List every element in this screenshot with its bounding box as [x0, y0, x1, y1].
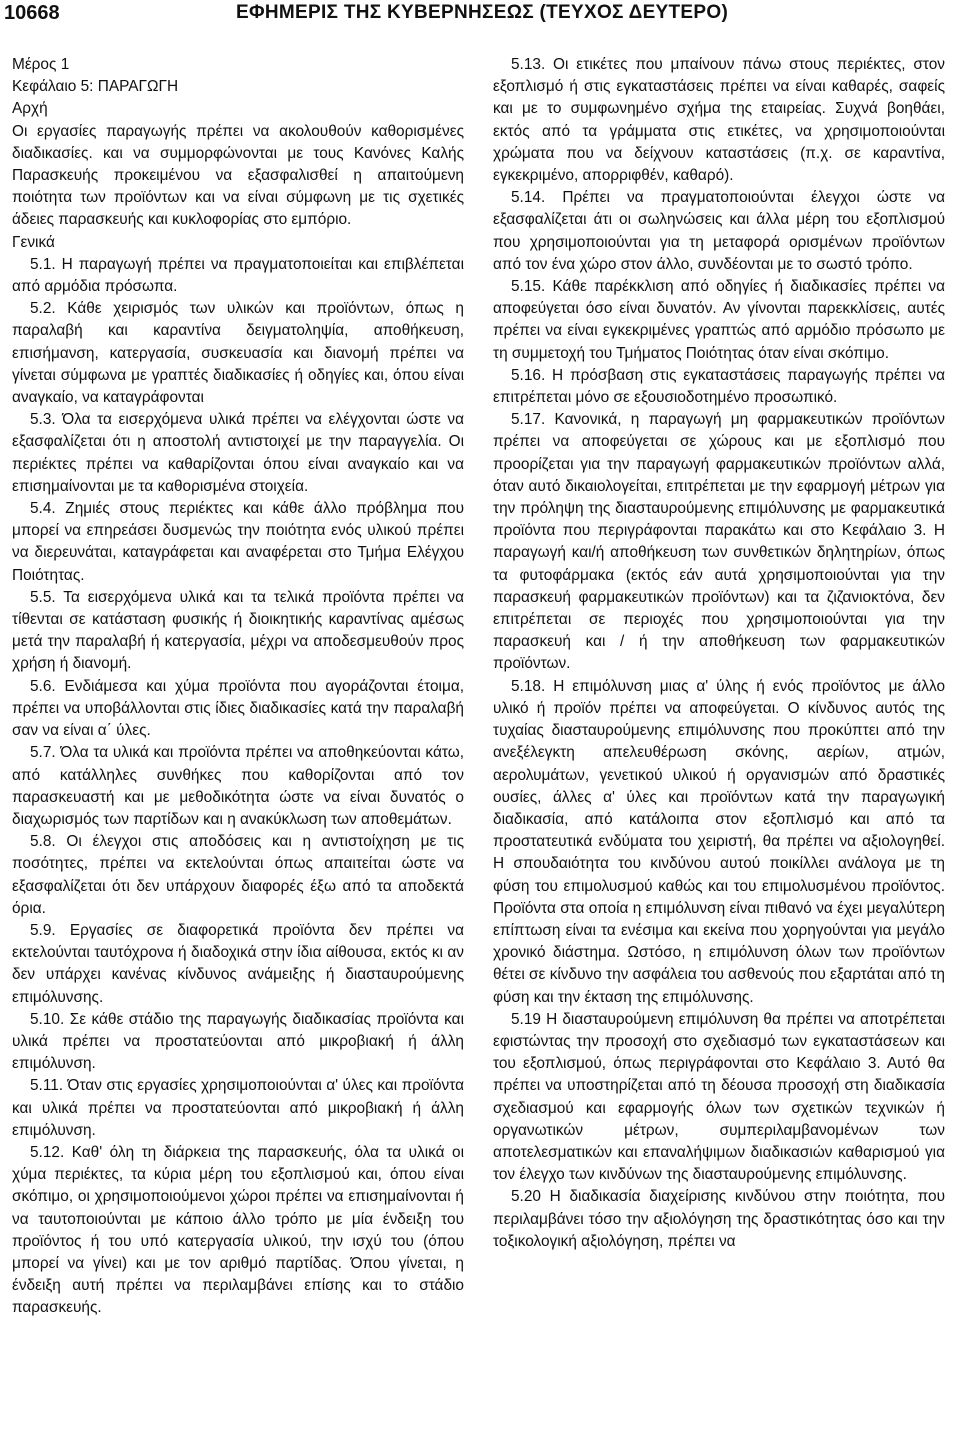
paragraph-5-3: 5.3. Όλα τα εισερχόμενα υλικά πρέπει να ελέγχονται ώστε να εξασφαλίζεται ότι η αποστολή αντιστοιχεί με την παραγγελία. Οι περιέκτες πρέπει να καθαρίζονται όπου είναι αναγκαίο και να επισημαίνονται με τα καθορισμένα στοιχεία. — [12, 411, 464, 495]
gazette-title: ΕΦΗΜΕΡΙΣ ΤΗΣ ΚΥΒΕΡΝΗΣΕΩΣ (ΤΕΥΧΟΣ ΔΕΥΤΕΡΟ) — [236, 2, 729, 23]
paragraph-5-19: 5.19 Η διασταυρούμενη επιμόλυνση θα πρέπει να αποτρέπεται εφιστώντας την προσοχή στο σχεδιασμό των εγκαταστάσεων και του εξοπλισμού, όπως περιγράφονται στο Κεφάλαιο 3. Αυτό θα πρέπει να υποστηρίζεται από τη δέουσα προσοχή στη διαδικασία σχεδιασμού και εφαρμογής όλων των σχετικών τεχνικών ή οργανωτικών μέτρων, συμπεριλαμβανομένων των αποτελεσματικών και επαναλήψιμων διαδικασιών καθαρισμού για τον έλεγχο των κινδύνων της διασταυρούμενης επιμόλυνσης. — [493, 1010, 945, 1184]
paragraph-5-2: 5.2. Κάθε χειρισμός των υλικών και προϊόντων, όπως η παραλαβή και καραντίνα δειγματοληψία, αποθήκευση, επισήμανση, κατεργασία, συσκευασία και διανομή πρέπει να γίνεται σύμφωνα με γραπτές διαδικασίες ή οδηγίες και, όπου είναι αναγκαίο, να καταγράφονται — [12, 300, 464, 407]
paragraph-5-16: 5.16. Η πρόσβαση στις εγκαταστάσεις παραγωγής πρέπει να επιτρέπεται μόνο σε εξουσιοδοτημένο προσωπικό. — [493, 366, 945, 407]
paragraph-5-7: 5.7. Όλα τα υλικά και προϊόντα πρέπει να αποθηκεύονται κάτω, από κατάλληλες συνθήκες που καθορίζονται από τον παρασκευαστή και με μεθοδικότητα ώστε να είναι δυνατός ο διαχωρισμός των παρτίδων και η ανακύκλωση των αποθεμάτων. — [12, 744, 464, 828]
paragraph-5-6: 5.6. Ενδιάμεσα και χύμα προϊόντα που αγοράζονται έτοιμα, πρέπει να υποβάλλονται στις ίδιες διαδικασίες κατά την παραλαβή σαν να είναι α΄ ύλες. — [12, 677, 464, 740]
paragraph-5-15: 5.15. Κάθε παρέκκλιση από οδηγίες ή διαδικασίες πρέπει να αποφεύγεται όσο είναι δυνατόν. Αν γίνονται παρεκκλίσεις, αυτές πρέπει να είναι εγκεκριμένες γραπτώς από αρμόδιο πρόσωπο με τη συμμετοχή του Τμήματος Ποιότητας όταν είναι σκόπιμο. — [493, 278, 945, 362]
principle-heading: Αρχή — [12, 100, 48, 118]
page-header — [0, 0, 960, 30]
paragraph-5-13: 5.13. Οι ετικέτες που μπαίνουν πάνω στους περιέκτες, στον εξοπλισμό ή στις εγκαταστάσεις πρέπει να είναι καθαρές, σαφείς και με το συμφωνημένο σχήμα της εταιρείας. Συχνά βοηθάει, εκτός από τα γράμματα στις ετικέτες, να χρησιμοποιούνται χρώματα που να δείχνουν καταστάσεις (π.χ. σε καραντίνα, εγκεκριμένο, απορριφθέν, καθαρό). — [493, 56, 945, 185]
paragraph-5-8: 5.8. Οι έλεγχοι στις αποδόσεις και η αντιστοίχηση με τις ποσότητες, πρέπει να εκτελούνται όπως απαιτείται ώστε να εξασφαλίζεται ότι δεν υπάρχουν διαφορές έξω από τα αποδεκτά όρια. — [12, 833, 464, 917]
chapter-title: Κεφάλαιο 5: ΠΑΡΑΓΩΓΗ — [12, 78, 179, 96]
paragraph-5-9: 5.9. Εργασίες σε διαφορετικά προϊόντα δεν πρέπει να εκτελούνται ταυτόχρονα ή διαδοχικά στην ίδια αίθουσα, εκτός κι αν δεν υπάρχει κανένας κίνδυνος ανάμειξης ή διασταυρούμενης επιμόλυνσης. — [12, 921, 464, 1006]
page-number: 10668 — [4, 2, 60, 24]
left-column — [12, 54, 464, 1320]
paragraph-5-14: 5.14. Πρέπει να πραγματοποιούνται έλεγχοι ώστε να εξασφαλίζεται άτι οι σωληνώσεις και άλλα μέρη του εξοπλισμού που χρησιμοποιούνται για τη μεταφορά ορισμένων προϊόντων από τον ένα χώρο στον άλλο, συνδέονται με το σωστό τρόπο. — [493, 189, 945, 273]
paragraph-5-5: 5.5. Τα εισερχόμενα υλικά και τα τελικά προϊόντα πρέπει να τίθενται σε κατάσταση φυσικής ή διοικητικής καραντίνας αμέσως μετά την παραλαβή ή κατεργασία, μέχρι να αποδεσμευθούν προς χρήση ή διανομή. — [12, 588, 464, 673]
paragraph-5-17: 5.17. Κανονικά, η παραγωγή μη φαρμακευτικών προϊόντων πρέπει να αποφεύγεται σε χώρους και με εξοπλισμό που προορίζεται για την παραγωγή φαρμακευτικών προϊόντων αλλά, όταν αυτό δικαιολογείται, επιτρέπεται με την εφαρμογή μέτρων για την πρόληψη της διασταυρούμενης επιμόλυνσης με φαρμακευτικά προϊόντα που περιγράφονται παρακάτω και στο Κεφάλαιο 3. Η παραγωγή και/ή αποθήκευση των συνθετικών δηλητηρίων, όπως τα φυτοφάρμακα (εκτός εάν αυτά χρησιμοποιούνται για την παρασκευή φαρμακευτικών προϊόντων) και τα ζιζανιοκτόνα, δεν επιτρέπεται σε περιοχές που χρησιμοποιούνται για την παρασκευή και / ή την αποθήκευση των φαρμακευτικών προϊόντων. — [493, 411, 945, 673]
paragraph-5-11: 5.11. Όταν στις εργασίες χρησιμοποιούνται α' ύλες και προϊόντα και υλικά πρέπει να προστατεύονται από μικροβιακή ή άλλη επιμόλυνση. — [12, 1077, 464, 1139]
general-heading: Γενικά — [12, 233, 55, 251]
principle-text: Οι εργασίες παραγωγής πρέπει να ακολουθούν καθορισμένες διαδικασίες. και να συμμορφώνονται με τους Κανόνες Καλής Παρασκευής προκειμένου να εξασφαλισθεί η απαιτούμενη ποιότητα των προϊόντων και να είναι σύμφωνη με τις σχετικές άδειες παρασκευής και κυκλοφορίας στο εμπόριο. — [12, 122, 464, 229]
paragraph-5-20: 5.20 Η διαδικασία διαχείρισης κινδύνου στην ποιότητα, που περιλαμβάνει τόσο την αξιολόγηση της δραστικότητας όσο και την τοξικολογική αξιολόγηση, πρέπει να — [493, 1188, 945, 1250]
paragraph-5-12: 5.12. Καθ' όλη τη διάρκεια της παρασκευής, όλα τα υλικά οι χύμα περιέκτες, τα κύρια μέρη του εξοπλισμού και, όπου είναι σκόπιμο, οι χρησιμοποιούμενοι χώροι πρέπει να επισημαίνονται ή να ταυτοποιούνται με κάποιο άλλο τρόπο με μία ένδειξη του προϊόντος ή του υπό κατεργασία υλικού, την ισχύ του (όπου μπορεί να γίνει) και με τον αριθμό παρτίδας. Όπου γίνεται, η ένδειξη αυτή πρέπει να περιλαμβάνει επίσης και το στάδιο παρασκευής. — [12, 1143, 464, 1317]
paragraph-5-4: 5.4. Ζημιές στους περιέκτες και κάθε άλλο πρόβλημα που μπορεί να επηρεάσει δυσμενώς την ποιότητα ενός υλικού πρέπει να διερευνάται, καταγράφεται και αναφέρεται στο Τμήμα Ελέγχου Ποιότητας. — [12, 500, 464, 584]
right-column — [493, 54, 945, 1253]
paragraph-5-1: 5.1. Η παραγωγή πρέπει να πραγματοποιείται και επιβλέπεται από αρμόδια πρόσωπα. — [12, 255, 464, 296]
paragraph-5-10: 5.10. Σε κάθε στάδιο της παραγωγής διαδικασίας προϊόντα και υλικά πρέπει να προστατεύονται από μικροβιακή ή άλλη επιμόλυνση. — [12, 1010, 464, 1073]
paragraph-5-18: 5.18. Η επιμόλυνση μιας α' ύλης ή ενός προϊόντος με άλλο υλικό ή προϊόν πρέπει να αποφεύγεται. Ο κίνδυνος αυτός της τυχαίας διασταυρούμενης επιμόλυνσης που προκύπτει από την ανεξέλεγκτη απελευθέρωση σκόνης, αερίων, ατμών, αερολυμάτων, γενετικού υλικού ή οργανισμών από δραστικές ουσίες, άλλες α' ύλες και προϊόντων κατά την παραγωγική διαδικασία, από κατάλοιπα στον εξοπλισμό και από τα προστατευτικά ενδύματα του χειριστή, θα πρέπει να αξιολογηθεί. Η σπουδαιότητα του κινδύνου αυτού ποικίλλει ανάλογα με τη φύση του επιμολυσμού καθώς και του επιμολυσμένου προϊόντος. Προϊόντα στα οποία η επιμόλυνση είναι πιθανό να έχει μεγαλύτερη επίπτωση είναι τα ενέσιμα και εκείνα που χορηγούνται για μεγάλο χρονικό διάστημα. Ωστόσο, η επιμόλυνση όλων των προϊόντων θέτει σε κίνδυνο την ασφάλεια του ασθενούς που εξαρτάται από τη φύση και την έκταση της επιμόλυνσης. — [493, 677, 945, 1006]
part-label: Μέρος 1 — [12, 56, 70, 73]
